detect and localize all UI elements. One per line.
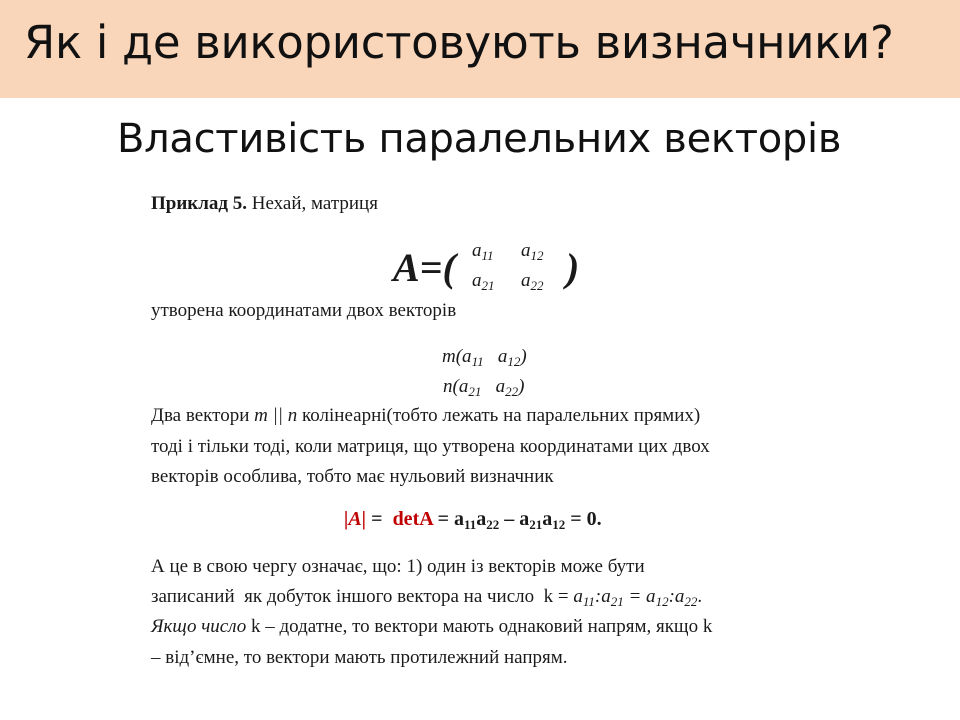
example-intro-line (151, 193, 378, 215)
matrix-lhs: A=( (393, 245, 456, 290)
example-label: Приклад 5. (151, 193, 248, 214)
matrix-cell-a21: $a_{21}$ (472, 270, 495, 293)
determinant-equation: $|A| = \det A = a_{11}a_{22} - a_{21}a_{12} = 0$. (344, 508, 602, 532)
vector-n: $n(a_{21}$ $a_{22}$) (443, 376, 525, 399)
slide-subtitle: Властивість паралельних векторів (117, 116, 842, 162)
collinear-line-3: векторів особлива, тобто має нульовий визначник (151, 466, 554, 487)
collinear-line-1: Два вектори m || n колінеарні(тобто лежать на паралельних прямих) (151, 405, 701, 426)
matrix-cell-a11: $a_{11}$ (472, 240, 494, 263)
conclusion-line-4: – від’ємне, то вектори мають протилежний напрям. (151, 647, 568, 668)
example-intro: Нехай, матриця (247, 193, 378, 214)
matrix-rhs: ) (566, 245, 580, 290)
vector-m: $m(a_{11}$ $a_{12}$) (442, 346, 527, 369)
matrix-cell-a12: $a_{12}$ (521, 240, 544, 263)
conclusion-line-3: Якщо число k – додатне, то вектори мають однаковий напрям, якщо k (151, 616, 713, 637)
matrix-cell-a22: $a_{22}$ (521, 270, 544, 293)
formed-by-text: утворена координатами двох векторів (151, 300, 457, 321)
slide-title: Як і де використовують визначники? (24, 16, 894, 69)
conclusion-line-1: А це в свою чергу означає, що: 1) один із векторів може бути (151, 556, 645, 577)
collinear-line-2: тоді і тільки тоді, коли матриця, що утворена координатами цих двох (151, 436, 710, 457)
conclusion-line-2: записаний як добуток іншого вектора на число $k = a_{11}:a_{21}$ = $a_{12}:a_{22}$. (151, 586, 703, 609)
